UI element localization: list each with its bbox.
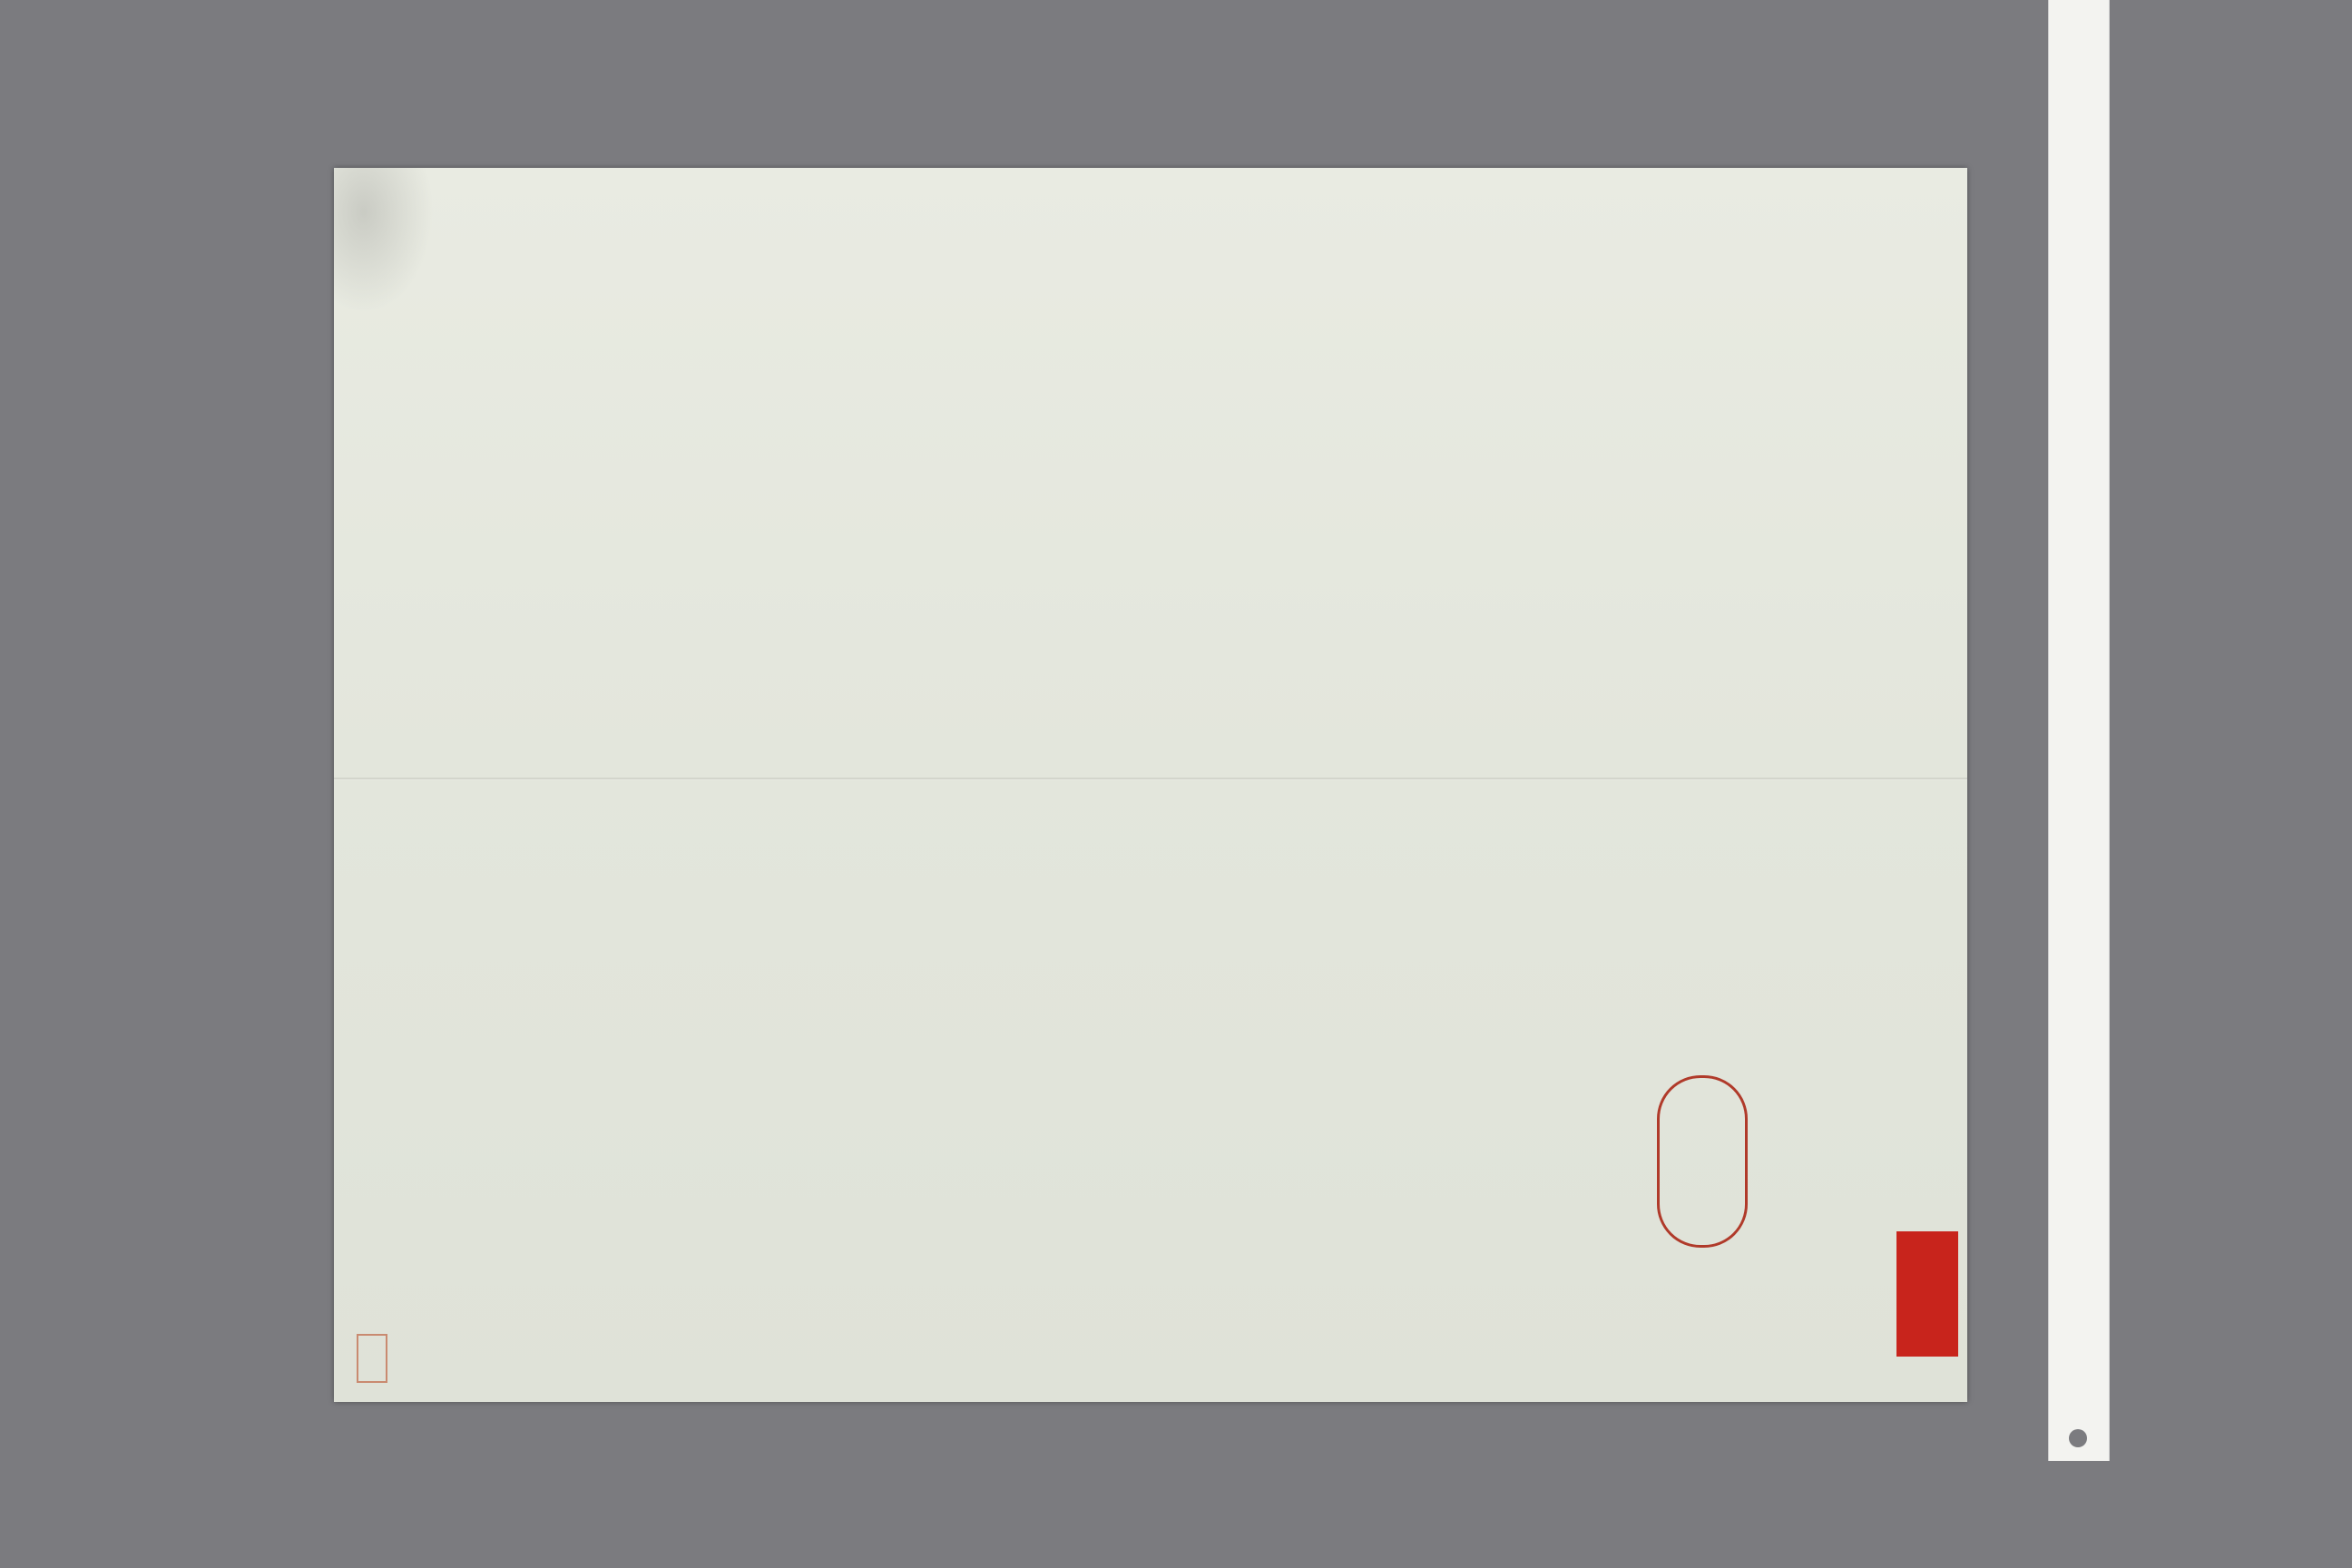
lower-text-columns — [388, 957, 1659, 1384]
document-sheet — [334, 168, 1967, 1402]
red-seal-stamp — [1657, 1075, 1748, 1248]
ruler-hanging-hole — [2069, 1429, 2087, 1447]
paper-stain — [334, 168, 434, 313]
poem-columns — [425, 268, 1686, 776]
ruler-scale — [2049, 0, 2109, 1461]
red-catalog-label — [1896, 1231, 1958, 1357]
small-stamp — [357, 1334, 387, 1383]
author-columns — [420, 794, 1854, 921]
measuring-ruler — [2048, 0, 2110, 1461]
paper-fold-line — [334, 778, 1967, 780]
